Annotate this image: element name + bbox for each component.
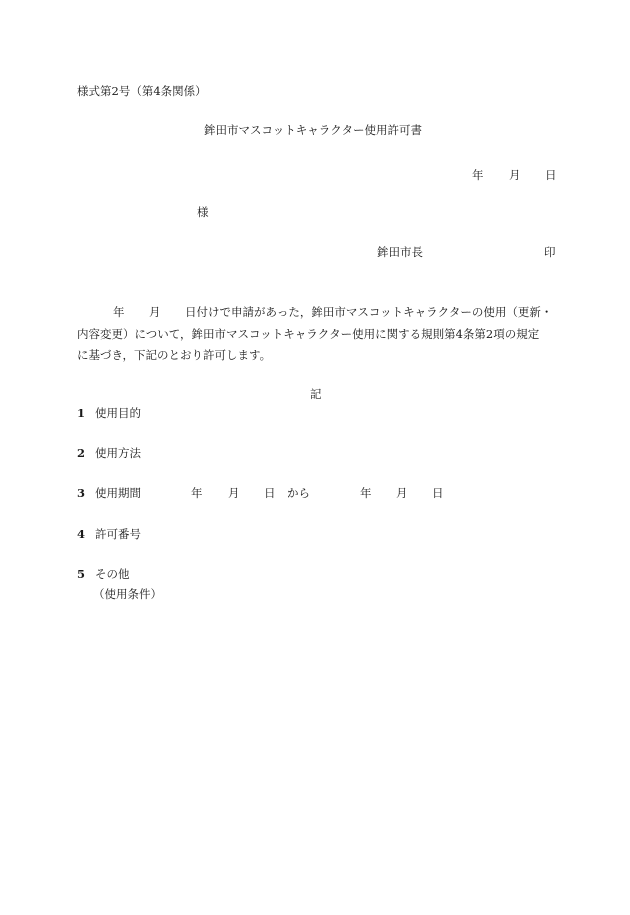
period-from-year-label: 年 xyxy=(191,486,203,500)
issue-date-year-label: 年 xyxy=(472,168,484,182)
item-permit-number xyxy=(77,529,141,541)
issue-date-day-label: 日 xyxy=(545,168,557,182)
item-number: 5 xyxy=(77,567,86,581)
application-year-label: 年 xyxy=(113,305,125,319)
period-to-month-label: 月 xyxy=(396,486,408,500)
item-method xyxy=(77,448,141,460)
item-other-note: （使用条件） xyxy=(93,587,162,601)
item-number: 2 xyxy=(77,446,86,460)
item-number: 4 xyxy=(77,527,86,541)
item-label: 使用期間 xyxy=(95,486,141,500)
item-label: その他 xyxy=(95,567,130,581)
body-paragraph-line-3: に基づき，下記のとおり許可します。 xyxy=(77,348,272,362)
recipient-honorific: 様 xyxy=(197,205,209,219)
application-month-label: 月 xyxy=(149,305,161,319)
document-title: 鉾田市マスコットキャラクター使用許可書 xyxy=(204,123,423,137)
item-label: 許可番号 xyxy=(95,527,141,541)
period-from-day-label: 日 xyxy=(264,486,276,500)
form-number: 様式第2号（第4条関係） xyxy=(77,84,207,98)
period-from-month-label: 月 xyxy=(228,486,240,500)
body-paragraph-line-2: 内容変更）について，鉾田市マスコットキャラクター使用に関する規則第4条第2項の規定 xyxy=(77,327,540,341)
issuer-title: 鉾田市長 xyxy=(377,245,423,259)
seal-mark: 印 xyxy=(544,245,556,259)
item-purpose xyxy=(77,408,141,420)
item-number: 3 xyxy=(77,486,86,500)
item-label: 使用目的 xyxy=(95,406,141,420)
body-line-1-text: 日付けで申請があった，鉾田市マスコットキャラクターの使用（更新・ xyxy=(185,305,553,319)
period-from-word: から xyxy=(287,486,310,500)
item-other xyxy=(77,569,130,581)
period-to-year-label: 年 xyxy=(360,486,372,500)
period-to-day-label: 日 xyxy=(432,486,444,500)
item-number: 1 xyxy=(77,406,86,420)
issue-date-month-label: 月 xyxy=(509,168,521,182)
item-label: 使用方法 xyxy=(95,446,141,460)
record-heading: 記 xyxy=(310,387,322,401)
item-period xyxy=(77,488,141,500)
